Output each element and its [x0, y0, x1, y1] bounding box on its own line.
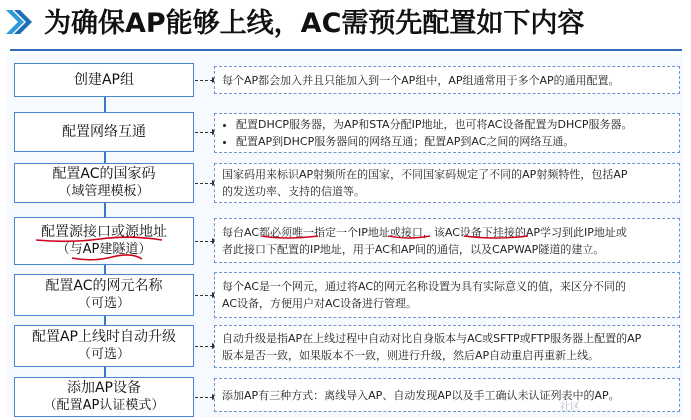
watermark-text: 社区: [560, 402, 580, 413]
step-label: 配置网络互通: [62, 123, 146, 140]
step-to-description-arrow: [195, 397, 213, 398]
description-line: 每个AP都会加入并且只能加入到一个AP组中，AP组通常用于多个AP的通用配置。: [222, 73, 620, 87]
step-sublabel: （配置AP认证模式）: [43, 398, 165, 413]
flow-step-7: [14, 377, 194, 417]
step-label: 创建AP组: [73, 71, 135, 88]
description-bullet: • 配置AP到DHCP服务器间的网络互通；配置AP到AC之间的网络互通。: [236, 133, 672, 150]
description-line: 者此接口下配置的IP地址，用于AC和AP间的通信，以及CAPWAP隧道的建立。: [222, 242, 605, 256]
step-description-5: [214, 272, 680, 318]
step-to-description-arrow: [195, 241, 213, 242]
description-line: 每个AC是一个网元，通过将AC的网元名称设置为具有实际意义的值，来区分不同的: [222, 280, 627, 293]
step-label: 配置AC的网元名称: [45, 278, 163, 294]
description-line: 自动升级是指AP在上线过程中自动对比自身版本与AC或SFTP或FTP服务器上配置的AP: [222, 331, 642, 345]
step-description-4: [214, 218, 680, 263]
description-bullet: • 配置DHCP服务器，为AP和STA分配IP地址，也可将AC设备配置为DHCP服务器。: [236, 116, 672, 133]
flow-step-3: [14, 163, 194, 203]
step-description-7: [214, 378, 680, 412]
step-to-description-arrow: [195, 295, 213, 296]
step-sublabel: （可选）: [77, 347, 130, 362]
step-description-6: [214, 325, 680, 368]
step-to-description-arrow: [195, 80, 213, 81]
step-sublabel: （与AP建隧道）: [56, 242, 152, 257]
description-line: 的发送功率、支持的信道等。: [222, 185, 365, 198]
step-label: 配置源接口或源地址: [41, 224, 167, 240]
description-line: 添加AP有三种方式：离线导入AP、自动发现AP以及手工确认未认证列表中的AP。: [222, 388, 620, 402]
step-to-description-arrow: [195, 346, 213, 347]
step-description-1: [214, 66, 680, 94]
description-line: AC设备，方便用户对AC设备进行管理。: [222, 297, 418, 310]
description-line: 国家码用来标识AP射频所在的国家，不同国家码规定了不同的AP射频特性，包括AP: [222, 168, 628, 181]
step-label: 配置AC的国家码: [52, 166, 156, 182]
step-to-description-arrow: [195, 183, 213, 184]
flow-step-4: [14, 217, 194, 265]
step-sublabel: （可选）: [77, 296, 130, 311]
slide-header: [0, 0, 691, 52]
flow-step-6: [14, 325, 194, 367]
flow-step-5: [14, 274, 194, 316]
description-line: 每台AC都必须唯一指定一个IP地址或接口，该AC设备下挂接的AP学习到此IP地址或: [222, 225, 627, 239]
step-sublabel: （域管理模板）: [58, 184, 150, 199]
flow-step-1: [14, 63, 194, 97]
step-label: 配置AP上线时自动升级: [31, 329, 177, 345]
chevron-right-icon: [4, 8, 32, 36]
step-description-3: [214, 163, 680, 203]
flow-step-2: [14, 112, 194, 152]
description-line: 版本是否一致，如果版本不一致，则进行升级，然后AP自动重启再重新上线。: [222, 348, 600, 362]
step-to-description-arrow: [195, 132, 213, 133]
step-label: 添加AP设备: [66, 380, 142, 396]
title-divider: [10, 49, 682, 51]
step-description-2: [214, 113, 680, 153]
slide-title: 为确保AP能够上线，AC需预先配置如下内容: [44, 8, 585, 39]
